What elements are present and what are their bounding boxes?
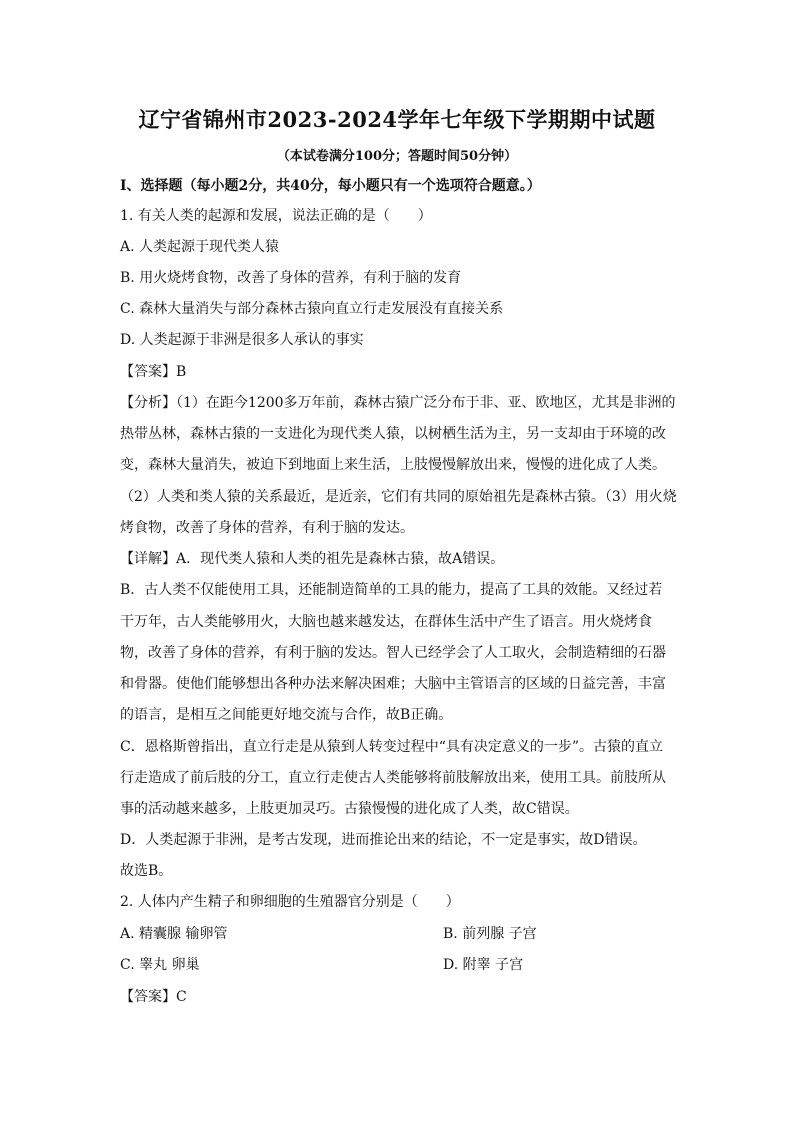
question-1-analysis-line: 热带丛林，森林古猿的一支进化为现代类人猿，以树栖生活为主，另一支却由于环境的改 bbox=[120, 426, 666, 442]
question-1-analysis-line: 变，森林大量消失，被迫下到地面上来生活，上肢慢慢解放出来，慢慢的进化成了人类。 bbox=[120, 457, 666, 473]
question-1-option-b: B. 用火烧烤食物，改善了身体的营养，有利于脑的发育 bbox=[120, 270, 462, 286]
question-1-stem: 1. 有关人类的起源和发展，说法正确的是（ ） bbox=[120, 208, 432, 224]
question-1-detail-line: B．古人类不仅能使用工具，还能制造简单的工具的能力，提高了工具的效能。又经过若 bbox=[120, 582, 663, 598]
question-2-option-d: D. 附睾 子宫 bbox=[443, 957, 524, 973]
section-heading: I、选择题（每小题2分，共40分，每小题只有一个选项符合题意。） bbox=[120, 178, 541, 194]
question-1-answer: 【答案】B bbox=[120, 364, 187, 380]
question-2-answer: 【答案】C bbox=[120, 989, 187, 1005]
question-1-option-d: D. 人类起源于非洲是很多人承认的事实 bbox=[120, 332, 364, 348]
question-1-analysis-line: 烤食物，改善了身体的营养，有利于脑的发达。 bbox=[120, 520, 414, 536]
question-2-option-c: C. 睾丸 卵巢 bbox=[120, 957, 200, 973]
question-1-detail-line: 和骨器。使他们能够想出各种办法来解决困难；大脑中主管语言的区域的日益完善，丰富 bbox=[120, 676, 666, 692]
exam-info: （本试卷满分100分；答题时间50分钟） bbox=[276, 149, 518, 164]
question-1-detail-line: 【详解】A．现代类人猿和人类的祖先是森林古猿，故A错误。 bbox=[120, 551, 505, 567]
question-1-detail-line: 事的活动越来越多，上肢更加灵巧。古猿慢慢的进化成了人类，故C错误。 bbox=[120, 801, 579, 817]
question-2-option-b: B. 前列腺 子宫 bbox=[443, 926, 537, 942]
question-1-option-c: C. 森林大量消失与部分森林古猿向直立行走发展没有直接关系 bbox=[120, 301, 504, 317]
question-1-detail-line: 行走造成了前后肢的分工，直立行走使古人类能够将前肢解放出来，使用工具。前肢所从 bbox=[120, 770, 666, 786]
question-1-detail-line: 物，改善了身体的营养，有利于脑的发达。智人已经学会了人工取火，会制造精细的石器 bbox=[120, 645, 666, 661]
question-2-stem: 2. 人体内产生精子和卵细胞的生殖器官分别是（ ） bbox=[120, 894, 460, 910]
question-1-analysis-line: （2）人类和类人猿的关系最近，是近亲，它们有共同的原始祖先是森林古猿。（3）用火烧 bbox=[120, 489, 677, 505]
question-1-detail-line: 的语言，是相互之间能更好地交流与合作，故B正确。 bbox=[120, 707, 453, 723]
question-1-detail-line: 故选B。 bbox=[120, 863, 173, 879]
question-2-option-a: A. 精囊腺 输卵管 bbox=[120, 926, 228, 942]
question-1-detail-line: D．人类起源于非洲，是考古发现，进而推论出来的结论，不一定是事实，故D错误。 bbox=[120, 832, 647, 848]
question-1-detail-line: C．恩格斯曾指出，直立行走是从猿到人转变过程中“具有决定意义的一步”。古猿的直立 bbox=[120, 739, 664, 755]
page-title: 辽宁省锦州市2023-2024学年七年级下学期期中试题 bbox=[138, 107, 656, 132]
question-1-analysis-line: 【分析】（1）在距今1200多万年前，森林古猿广泛分布于非、亚、欧地区，尤其是非洲的 bbox=[120, 395, 676, 411]
question-1-option-a: A. 人类起源于现代类人猿 bbox=[120, 239, 280, 255]
question-1-detail-line: 干万年，古人类能够用火，大脑也越来越发达，在群体生活中产生了语言。用火烧烤食 bbox=[120, 614, 652, 630]
